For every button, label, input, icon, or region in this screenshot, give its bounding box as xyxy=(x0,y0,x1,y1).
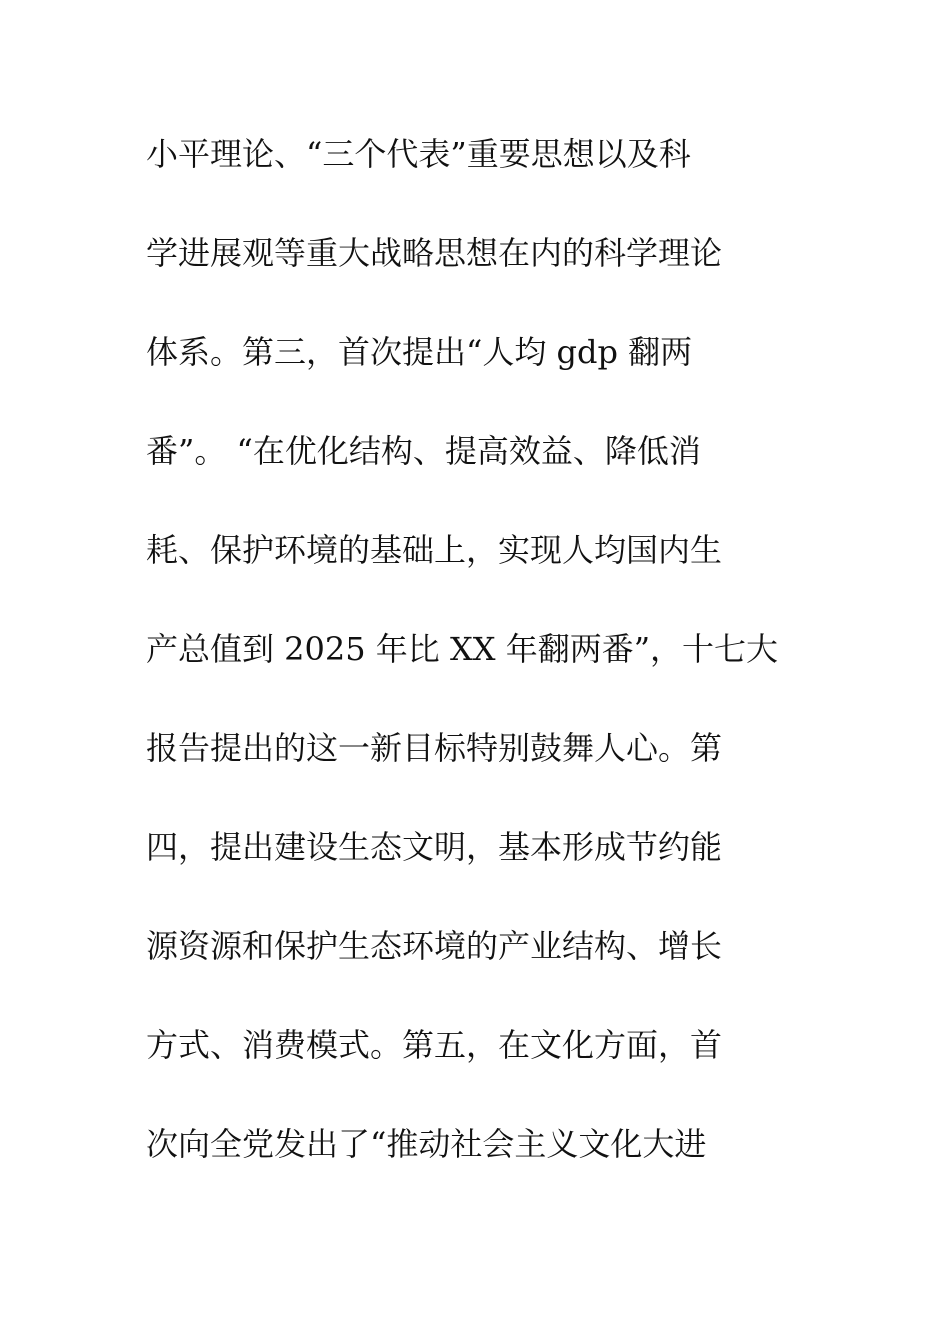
text-line-4: 番”。 “在优化结构、提高效益、降低消 xyxy=(146,432,701,470)
text-line-5: 耗、保护环境的基础上，实现人均国内生 xyxy=(146,531,723,569)
text-line-6: 产总值到 2025 年比 XX 年翻两番”，十七大 xyxy=(146,630,779,668)
text-line-7: 报告提出的这一新目标特别鼓舞人心。第 xyxy=(146,729,723,767)
text-line-8: 四，提出建设生态文明，基本形成节约能 xyxy=(146,828,723,866)
text-line-3: 体系。第三，首次提出“人均 gdp 翻两 xyxy=(146,333,693,371)
text-line-9: 源资源和保护生态环境的产业结构、增长 xyxy=(146,927,723,965)
text-line-10: 方式、消费模式。第五，在文化方面，首 xyxy=(146,1026,723,1064)
text-line-1: 小平理论、“三个代表”重要思想以及科 xyxy=(146,135,691,173)
body-text xyxy=(146,126,826,1215)
text-line-11: 次向全党发出了“推动社会主义文化大进 xyxy=(146,1125,707,1163)
text-line-2: 学进展观等重大战略思想在内的科学理论 xyxy=(146,234,723,272)
